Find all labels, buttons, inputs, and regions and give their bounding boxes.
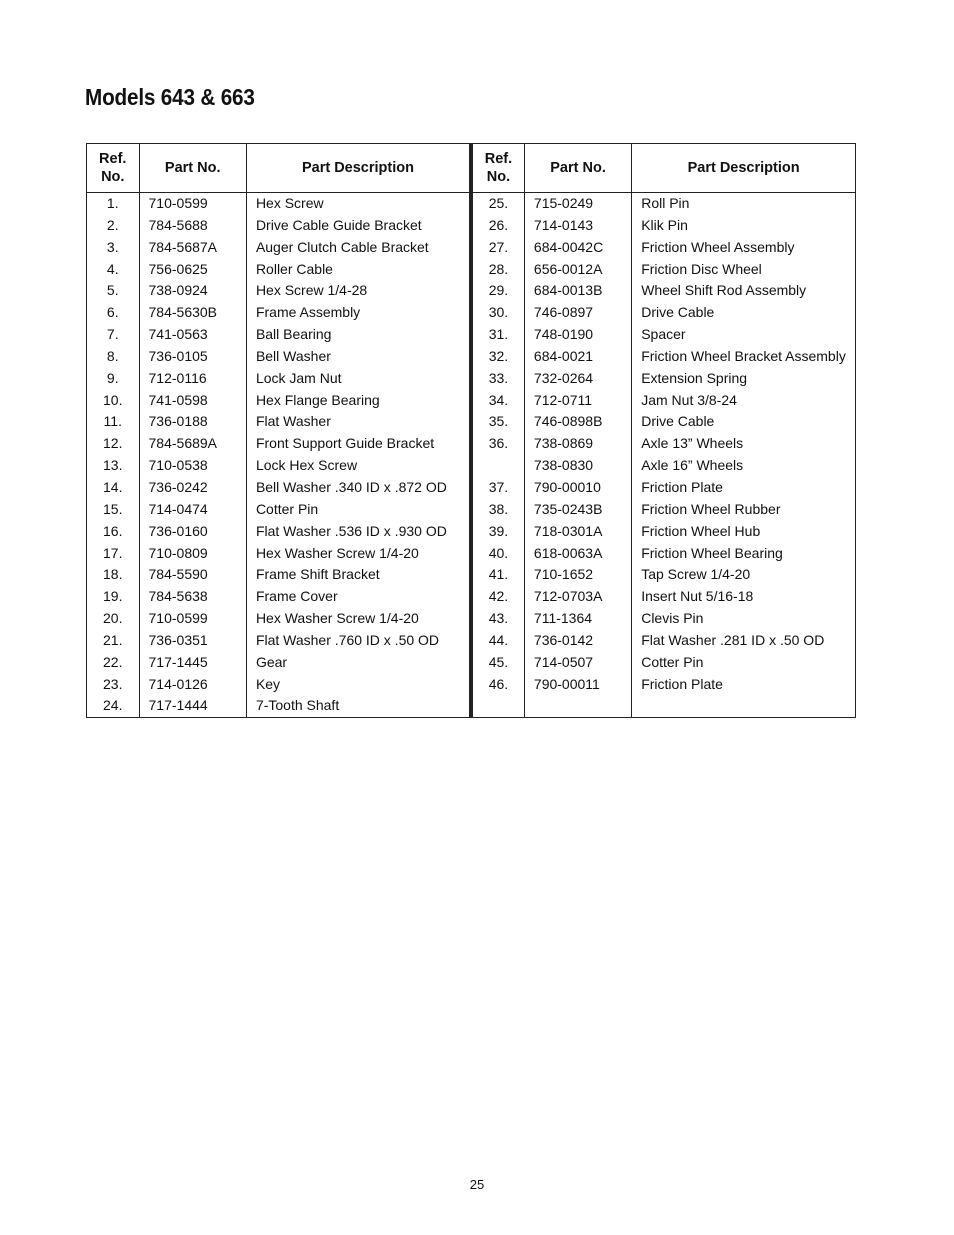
table-row [87, 193, 471, 215]
part-no-header: Part No. [139, 144, 246, 193]
table-row [472, 477, 856, 499]
part-no-cell: 736-0242 [139, 477, 246, 499]
part-no-cell: 736-0142 [524, 630, 631, 652]
ref-no-cell: 35. [472, 411, 524, 433]
part-no-cell: 717-1444 [139, 695, 246, 717]
page-number: 25 [469, 1177, 485, 1192]
ref-no-cell: 29. [472, 280, 524, 302]
part-no-cell: 784-5687A [139, 237, 246, 259]
ref-no-cell: 19. [87, 586, 140, 608]
table-row [87, 259, 471, 281]
part-no-cell: 784-5590 [139, 564, 246, 586]
ref-no-header-text: Ref. No. [484, 151, 513, 185]
ref-no-cell [472, 695, 524, 717]
part-description-cell: 7-Tooth Shaft [246, 695, 470, 717]
table-row [472, 455, 856, 477]
table-row [472, 302, 856, 324]
part-no-cell: 710-0599 [139, 193, 246, 215]
part-no-cell: 736-0351 [139, 630, 246, 652]
part-no-cell: 738-0924 [139, 280, 246, 302]
ref-no-cell: 32. [472, 346, 524, 368]
ref-no-cell [472, 455, 524, 477]
table-row [87, 390, 471, 412]
ref-no-header [87, 144, 140, 193]
part-no-cell: 718-0301A [524, 521, 631, 543]
part-no-cell: 710-0599 [139, 608, 246, 630]
page-title: Models 643 & 663 [85, 84, 255, 110]
part-description-cell: Jam Nut 3/8-24 [632, 390, 856, 412]
table-row [472, 543, 856, 565]
table-row [87, 215, 471, 237]
part-description-cell: Friction Plate [632, 477, 856, 499]
part-description-cell: Auger Clutch Cable Bracket [246, 237, 470, 259]
table-row [87, 586, 471, 608]
ref-no-cell: 6. [87, 302, 140, 324]
part-no-cell: 684-0021 [524, 346, 631, 368]
table-row [472, 608, 856, 630]
ref-no-cell: 14. [87, 477, 140, 499]
ref-no-cell: 43. [472, 608, 524, 630]
table-row [87, 433, 471, 455]
part-no-cell: 732-0264 [524, 368, 631, 390]
part-no-cell: 790-00011 [524, 674, 631, 696]
part-no-cell: 784-5689A [139, 433, 246, 455]
table-row [87, 564, 471, 586]
ref-no-cell: 16. [87, 521, 140, 543]
ref-no-cell: 44. [472, 630, 524, 652]
table-row [472, 346, 856, 368]
table-row [87, 411, 471, 433]
part-description-cell: Hex Screw [246, 193, 470, 215]
part-description-cell: Lock Jam Nut [246, 368, 470, 390]
part-description-cell: Friction Wheel Bearing [632, 543, 856, 565]
table-row [87, 521, 471, 543]
part-no-cell: 710-1652 [524, 564, 631, 586]
table-row [472, 193, 856, 215]
part-description-cell: Roller Cable [246, 259, 470, 281]
part-no-cell: 738-0869 [524, 433, 631, 455]
ref-no-cell: 4. [87, 259, 140, 281]
part-description-cell: Ball Bearing [246, 324, 470, 346]
table-row [87, 477, 471, 499]
ref-no-cell: 31. [472, 324, 524, 346]
table-row [87, 302, 471, 324]
part-no-cell: 710-0809 [139, 543, 246, 565]
ref-no-cell: 30. [472, 302, 524, 324]
ref-no-cell: 46. [472, 674, 524, 696]
ref-no-cell: 25. [472, 193, 524, 215]
part-no-header: Part No. [524, 144, 631, 193]
part-description-cell: Clevis Pin [632, 608, 856, 630]
part-no-cell: 656-0012A [524, 259, 631, 281]
part-description-header: Part Description [246, 144, 470, 193]
ref-no-cell: 12. [87, 433, 140, 455]
part-description-cell: Key [246, 674, 470, 696]
table-row [87, 346, 471, 368]
part-no-cell: 736-0105 [139, 346, 246, 368]
ref-no-cell: 24. [87, 695, 140, 717]
part-no-cell: 784-5630B [139, 302, 246, 324]
table-row [472, 215, 856, 237]
part-description-cell: Flat Washer .760 ID x .50 OD [246, 630, 470, 652]
part-no-cell: 735-0243B [524, 499, 631, 521]
ref-no-cell: 13. [87, 455, 140, 477]
ref-no-header-text: Ref. No. [99, 151, 127, 185]
part-no-cell: 684-0042C [524, 237, 631, 259]
part-no-cell: 746-0898B [524, 411, 631, 433]
part-description-cell: Gear [246, 652, 470, 674]
part-no-cell: 741-0563 [139, 324, 246, 346]
table-row [87, 455, 471, 477]
part-description-cell: Lock Hex Screw [246, 455, 470, 477]
part-no-cell: 714-0126 [139, 674, 246, 696]
part-no-cell: 736-0160 [139, 521, 246, 543]
part-description-cell: Cotter Pin [246, 499, 470, 521]
part-no-cell: 714-0474 [139, 499, 246, 521]
table-header-row [87, 144, 471, 193]
ref-no-cell: 2. [87, 215, 140, 237]
part-description-cell: Frame Assembly [246, 302, 470, 324]
ref-no-cell: 27. [472, 237, 524, 259]
part-no-cell: 715-0249 [524, 193, 631, 215]
part-description-cell: Axle 13” Wheels [632, 433, 856, 455]
part-no-cell: 712-0703A [524, 586, 631, 608]
table-row [472, 521, 856, 543]
parts-table-right [471, 143, 856, 718]
part-no-cell: 712-0711 [524, 390, 631, 412]
ref-no-cell: 36. [472, 433, 524, 455]
part-no-cell: 712-0116 [139, 368, 246, 390]
part-description-header: Part Description [632, 144, 856, 193]
part-description-cell: Hex Flange Bearing [246, 390, 470, 412]
table-row [87, 237, 471, 259]
ref-no-cell: 3. [87, 237, 140, 259]
ref-no-cell: 26. [472, 215, 524, 237]
part-description-cell: Axle 16” Wheels [632, 455, 856, 477]
table-row [87, 674, 471, 696]
part-no-cell: 717-1445 [139, 652, 246, 674]
part-description-cell: Friction Wheel Assembly [632, 237, 856, 259]
ref-no-cell: 21. [87, 630, 140, 652]
ref-no-cell: 28. [472, 259, 524, 281]
part-description-cell: Bell Washer .340 ID x .872 OD [246, 477, 470, 499]
part-no-cell: 738-0830 [524, 455, 631, 477]
table-row [472, 411, 856, 433]
part-description-cell: Drive Cable [632, 302, 856, 324]
part-no-cell: 784-5638 [139, 586, 246, 608]
parts-table-left [86, 143, 471, 718]
part-description-cell: Friction Disc Wheel [632, 259, 856, 281]
table-row [472, 586, 856, 608]
part-description-cell: Friction Wheel Bracket Assembly [632, 346, 856, 368]
table-row [472, 564, 856, 586]
part-description-cell: Frame Shift Bracket [246, 564, 470, 586]
ref-no-cell: 34. [472, 390, 524, 412]
part-no-cell: 748-0190 [524, 324, 631, 346]
part-no-cell: 714-0143 [524, 215, 631, 237]
part-description-cell: Flat Washer [246, 411, 470, 433]
ref-no-cell: 11. [87, 411, 140, 433]
ref-no-cell: 22. [87, 652, 140, 674]
part-no-cell: 714-0507 [524, 652, 631, 674]
ref-no-header [472, 144, 524, 193]
ref-no-cell: 45. [472, 652, 524, 674]
part-no-cell: 711-1364 [524, 608, 631, 630]
part-description-cell: Front Support Guide Bracket [246, 433, 470, 455]
table-row [472, 433, 856, 455]
ref-no-cell: 17. [87, 543, 140, 565]
table-row [472, 237, 856, 259]
table-row [472, 674, 856, 696]
part-description-cell: Spacer [632, 324, 856, 346]
part-no-cell: 790-00010 [524, 477, 631, 499]
ref-no-cell: 40. [472, 543, 524, 565]
part-no-cell: 756-0625 [139, 259, 246, 281]
ref-no-cell: 38. [472, 499, 524, 521]
part-description-cell: Klik Pin [632, 215, 856, 237]
table-row [472, 652, 856, 674]
table-row [87, 630, 471, 652]
part-description-cell: Flat Washer .536 ID x .930 OD [246, 521, 470, 543]
ref-no-cell: 7. [87, 324, 140, 346]
part-description-cell: Wheel Shift Rod Assembly [632, 280, 856, 302]
table-row [472, 259, 856, 281]
ref-no-cell: 10. [87, 390, 140, 412]
ref-no-cell: 41. [472, 564, 524, 586]
table-row [472, 499, 856, 521]
part-description-cell: Extension Spring [632, 368, 856, 390]
ref-no-cell: 37. [472, 477, 524, 499]
part-description-cell: Frame Cover [246, 586, 470, 608]
part-description-cell: Drive Cable Guide Bracket [246, 215, 470, 237]
ref-no-cell: 15. [87, 499, 140, 521]
part-description-cell: Friction Wheel Hub [632, 521, 856, 543]
part-no-cell: 736-0188 [139, 411, 246, 433]
part-description-cell: Drive Cable [632, 411, 856, 433]
ref-no-cell: 1. [87, 193, 140, 215]
ref-no-cell: 42. [472, 586, 524, 608]
part-description-cell: Friction Plate [632, 674, 856, 696]
ref-no-cell: 33. [472, 368, 524, 390]
ref-no-cell: 20. [87, 608, 140, 630]
ref-no-cell: 5. [87, 280, 140, 302]
parts-list [86, 143, 856, 717]
part-description-cell: Hex Screw 1/4-28 [246, 280, 470, 302]
table-row [87, 280, 471, 302]
part-no-cell: 741-0598 [139, 390, 246, 412]
table-row [472, 368, 856, 390]
table-row [87, 324, 471, 346]
table-row [472, 630, 856, 652]
part-no-cell: 746-0897 [524, 302, 631, 324]
part-no-cell: 710-0538 [139, 455, 246, 477]
table-row [87, 608, 471, 630]
part-no-cell: 618-0063A [524, 543, 631, 565]
table-header-row [472, 144, 856, 193]
part-description-cell: Hex Washer Screw 1/4-20 [246, 608, 470, 630]
table-row [87, 499, 471, 521]
table-row [87, 368, 471, 390]
ref-no-cell: 8. [87, 346, 140, 368]
ref-no-cell: 23. [87, 674, 140, 696]
part-description-cell: Hex Washer Screw 1/4-20 [246, 543, 470, 565]
ref-no-cell: 39. [472, 521, 524, 543]
ref-no-cell: 9. [87, 368, 140, 390]
part-description-cell [632, 695, 856, 717]
part-description-cell: Flat Washer .281 ID x .50 OD [632, 630, 856, 652]
part-description-cell: Roll Pin [632, 193, 856, 215]
part-description-cell: Bell Washer [246, 346, 470, 368]
part-no-cell: 784-5688 [139, 215, 246, 237]
part-no-cell: 684-0013B [524, 280, 631, 302]
part-description-cell: Cotter Pin [632, 652, 856, 674]
part-description-cell: Friction Wheel Rubber [632, 499, 856, 521]
table-row [472, 695, 856, 717]
part-no-cell [524, 695, 631, 717]
part-description-cell: Tap Screw 1/4-20 [632, 564, 856, 586]
table-row [87, 652, 471, 674]
table-row [472, 390, 856, 412]
table-row [87, 695, 471, 717]
table-row [472, 324, 856, 346]
table-row [472, 280, 856, 302]
part-description-cell: Insert Nut 5/16-18 [632, 586, 856, 608]
table-row [87, 543, 471, 565]
ref-no-cell: 18. [87, 564, 140, 586]
